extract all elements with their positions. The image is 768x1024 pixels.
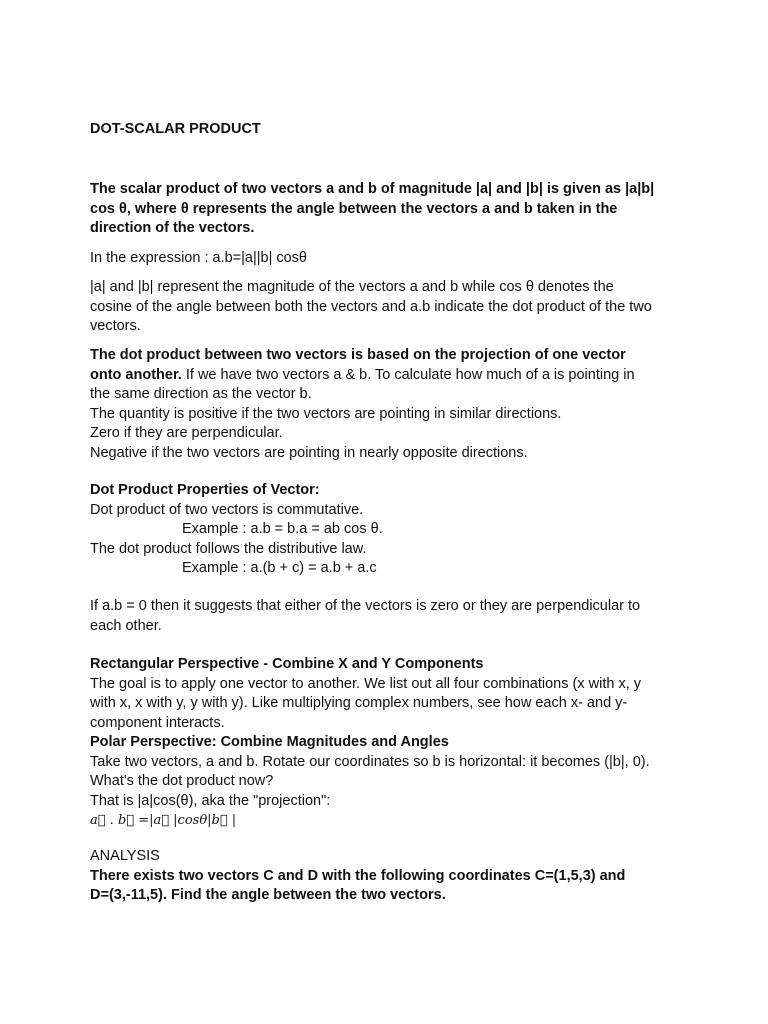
properties-example: Example : a.b = b.a = ab cos θ.: [182, 521, 383, 537]
projection-line: The dot product between two vectors is based on the projection of one vector: [90, 347, 626, 363]
polar-line: That is |a|cos(θ), aka the "projection":: [90, 792, 331, 809]
magnitude-line: cosine of the angle between both the vectors and a.b indicate the dot product of the two: [90, 298, 652, 315]
polar-heading: Polar Perspective: Combine Magnitudes and Angles: [90, 734, 449, 750]
rectangular-line: The goal is to apply one vector to another. We list out all four combinations (x with x, y: [90, 675, 642, 692]
rectangular-section: [90, 655, 690, 733]
projection-paragraph: [90, 346, 690, 463]
polar-line: Take two vectors, a and b. Rotate our coordinates so b is horizontal: it becomes (|b|, 0).: [90, 753, 650, 770]
properties-heading: Dot Product Properties of Vector:: [90, 482, 320, 498]
polar-formula: a⃗ . b⃗ =|a⃗ |cosθ|b⃗ |: [90, 813, 237, 828]
page-title: DOT-SCALAR PRODUCT: [90, 121, 261, 137]
intro-line: The scalar product of two vectors a and b of magnitude |a| and |b| is given as |a|b|: [90, 181, 655, 197]
rectangular-heading: Rectangular Perspective - Combine X and Y Components: [90, 656, 484, 672]
intro-line: cos θ, where θ represents the angle between the vectors a and b taken in the: [90, 200, 618, 217]
properties-section: [90, 481, 690, 579]
rectangular-line: with x, x with y, y with y). Like multiplying complex numbers, see how each x- and y-: [90, 695, 628, 711]
zero-line: If a.b = 0 then it suggests that either of the vectors is zero or they are perpendicular to: [90, 598, 641, 614]
analysis-line: There exists two vectors C and D with the following coordinates C=(1,5,3) and: [90, 867, 626, 884]
analysis-line: D=(3,-11,5). Find the angle between the two vectors.: [90, 887, 446, 903]
intro-line: direction of the vectors.: [90, 220, 255, 236]
projection-line: Zero if they are perpendicular.: [90, 425, 283, 441]
projection-bold-text: onto another.: [90, 366, 182, 383]
magnitude-line: |a| and |b| represent the magnitude of the vectors a and b while cos θ denotes the: [90, 279, 614, 295]
projection-line: the same direction as the vector b.: [90, 386, 312, 402]
projection-text: If we have two vectors a & b. To calculate how much of a is pointing in: [181, 366, 635, 383]
projection-line: The quantity is positive if the two vectors are pointing in similar directions.: [90, 405, 562, 422]
zero-line: each other.: [90, 617, 162, 634]
properties-line: The dot product follows the distributive law.: [90, 540, 367, 557]
expression-paragraph: In the expression : a.b=|a||b| cosθ: [90, 250, 307, 266]
projection-line: Negative if the two vectors are pointing in nearly opposite directions.: [90, 444, 528, 461]
intro-paragraph: [90, 180, 690, 239]
projection-line: [90, 366, 690, 386]
polar-section: [90, 733, 690, 831]
analysis-heading: ANALYSIS: [90, 848, 160, 864]
rectangular-line: component interacts.: [90, 714, 225, 731]
properties-line: Dot product of two vectors is commutative.: [90, 501, 364, 518]
magnitude-line: vectors.: [90, 318, 141, 334]
analysis-section: [90, 847, 690, 906]
magnitude-paragraph: [90, 278, 690, 337]
polar-line: What's the dot product now?: [90, 773, 274, 789]
properties-example: Example : a.(b + c) = a.b + a.c: [182, 560, 377, 576]
zero-paragraph: [90, 597, 690, 636]
